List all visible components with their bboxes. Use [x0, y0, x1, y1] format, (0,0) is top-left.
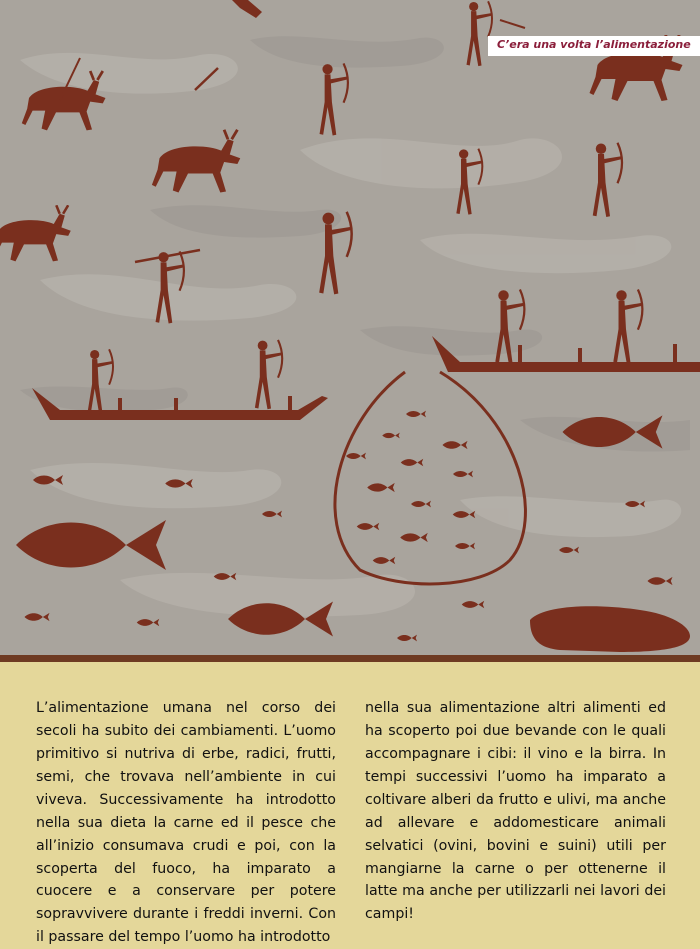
- section-divider: [0, 655, 700, 662]
- section-tag-label: C’era una volta l’alimentazione: [497, 38, 691, 51]
- article-column-1: L’alimentazione umana nel corso dei secoli ha subito dei cambiamenti. L’uomo primitivo si nutriva di erbe, radici, frutti, semi, che trovava nell’ambiente in cui viveva. Successivamente ha introdotto nella sua dieta la carne ed il pesce che all’inizio consumava crudi e poi, con la scoperta del fuoco, ha imparato a cuocere e a conservare per potere sopravvivere durante i freddi inverni. Con il passare del tempo l’uomo ha introdotto: [36, 700, 336, 946]
- article-column-2: nella sua alimentazione altri alimenti ed ha scoperto poi due bevande con le quali accompagnare i cibi: il vino e la birra. In tempi successivi l’uomo ha imparato a coltivare alberi da frutto e ulivi, ma anche ad allevare e addomesticare animali selvatici (ovini, bovini e suini) utili per mangiarne la carne o per ottenerne il latte ma anche per utilizzarli nei lavori dei campi!: [365, 700, 666, 923]
- section-tag-banner: [488, 36, 700, 56]
